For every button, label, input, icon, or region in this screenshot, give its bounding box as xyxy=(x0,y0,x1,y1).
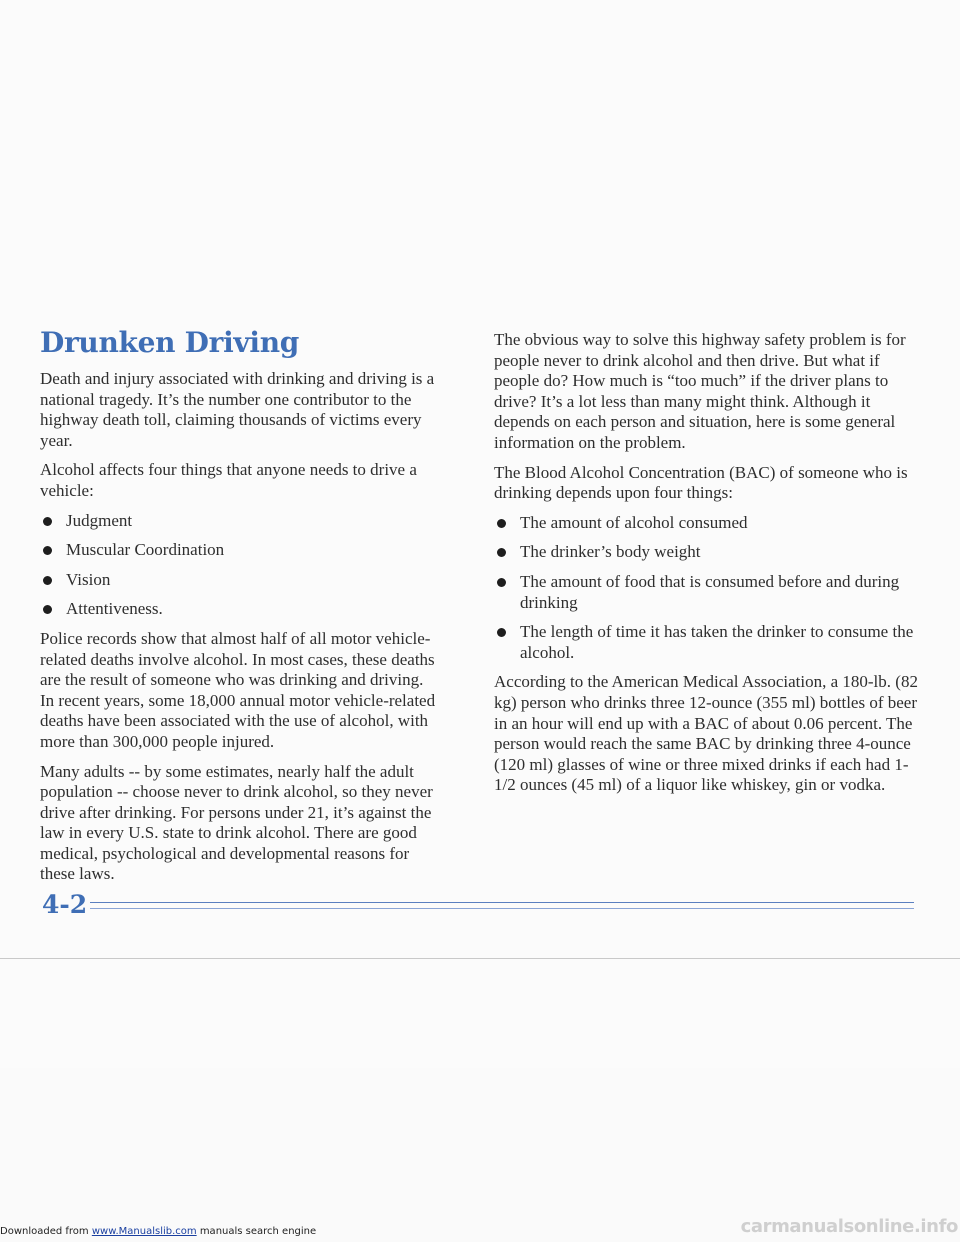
list-item: The drinker’s body weight xyxy=(494,542,924,563)
left-column xyxy=(40,326,440,894)
page-edge-rule xyxy=(0,958,960,959)
bullet-icon xyxy=(497,578,506,587)
affects-list xyxy=(40,511,440,620)
ama-paragraph: According to the American Medical Association, a 180-lb. (82 kg) person who drinks three 12-ounce (355 ml) bottles of beer in an hour will end up with a BAC of about 0.06 percent. The person would reach the same BAC by drinking three 4-ounce (120 ml) glasses of wine or three mixed drinks if each had 1-1/2 ounces (45 ml) of a liquor like whiskey, gin or vodka. xyxy=(494,672,918,795)
bullet-icon xyxy=(497,628,506,637)
list-item: Muscular Coordination xyxy=(40,540,440,561)
bullet-icon xyxy=(43,605,52,614)
many-adults-paragraph: Many adults -- by some estimates, nearly half the adult population -- choose never to drink alcohol, so they never drive after drinking. For persons under 21, it’s against the law in every U.S. state to drink alcohol. There are good medical, psychological and developmental reasons for these laws. xyxy=(40,761,433,884)
download-suffix: manuals search engine xyxy=(196,1226,317,1237)
section-title: Drunken Driving xyxy=(40,326,300,359)
alcohol-affects-paragraph: Alcohol affects four things that anyone needs to drive a vehicle: xyxy=(40,460,417,500)
list-item: Vision xyxy=(40,570,440,591)
list-item: The length of time it has taken the drinker to consume the alcohol. xyxy=(494,622,924,663)
bac-intro-paragraph: The Blood Alcohol Concentration (BAC) of someone who is drinking depends upon four things: xyxy=(494,462,908,503)
footer-rule-top xyxy=(90,902,914,903)
bullet-icon xyxy=(43,576,52,585)
list-item: The amount of alcohol consumed xyxy=(494,513,924,534)
list-item: Judgment xyxy=(40,511,440,532)
police-records-paragraph: Police records show that almost half of all motor vehicle-related deaths involve alcohol. In most cases, these deaths are the result of someone who was drinking and driving. In recent years, some 18,000 annual motor vehicle-related deaths have been associated with the use of alcohol, with more than 300,000 people injured. xyxy=(40,628,436,751)
bullet-icon xyxy=(497,548,506,557)
intro-paragraph: Death and injury associated with drinking and driving is a national tragedy. It’s the number one contributor to the highway death toll, claiming thousands of victims every year. xyxy=(40,369,435,450)
footer-rule-bottom xyxy=(90,908,914,909)
bullet-icon xyxy=(497,519,506,528)
manualslib-link[interactable]: www.Manualslib.com xyxy=(91,1226,197,1237)
bullet-icon xyxy=(43,546,52,555)
list-item: Attentiveness. xyxy=(40,599,440,620)
bullet-icon xyxy=(43,517,52,526)
list-item: The amount of food that is consumed before and during drinking xyxy=(494,572,924,613)
download-prefix: Downloaded from xyxy=(0,1226,92,1237)
right-column xyxy=(494,330,924,805)
watermark: carmanualsonline.info xyxy=(740,1216,958,1237)
obvious-way-paragraph: The obvious way to solve this highway safety problem is for people never to drink alcohol and then drive. But what if people do? How much is “too much” if the driver plans to drive? It’s a lot less than many might think. Although it depends on each person and situation, here is some general information on the problem. xyxy=(494,330,906,452)
bac-factors-list xyxy=(494,513,924,664)
page-number: 4-2 xyxy=(42,890,88,919)
download-note xyxy=(0,1226,316,1237)
